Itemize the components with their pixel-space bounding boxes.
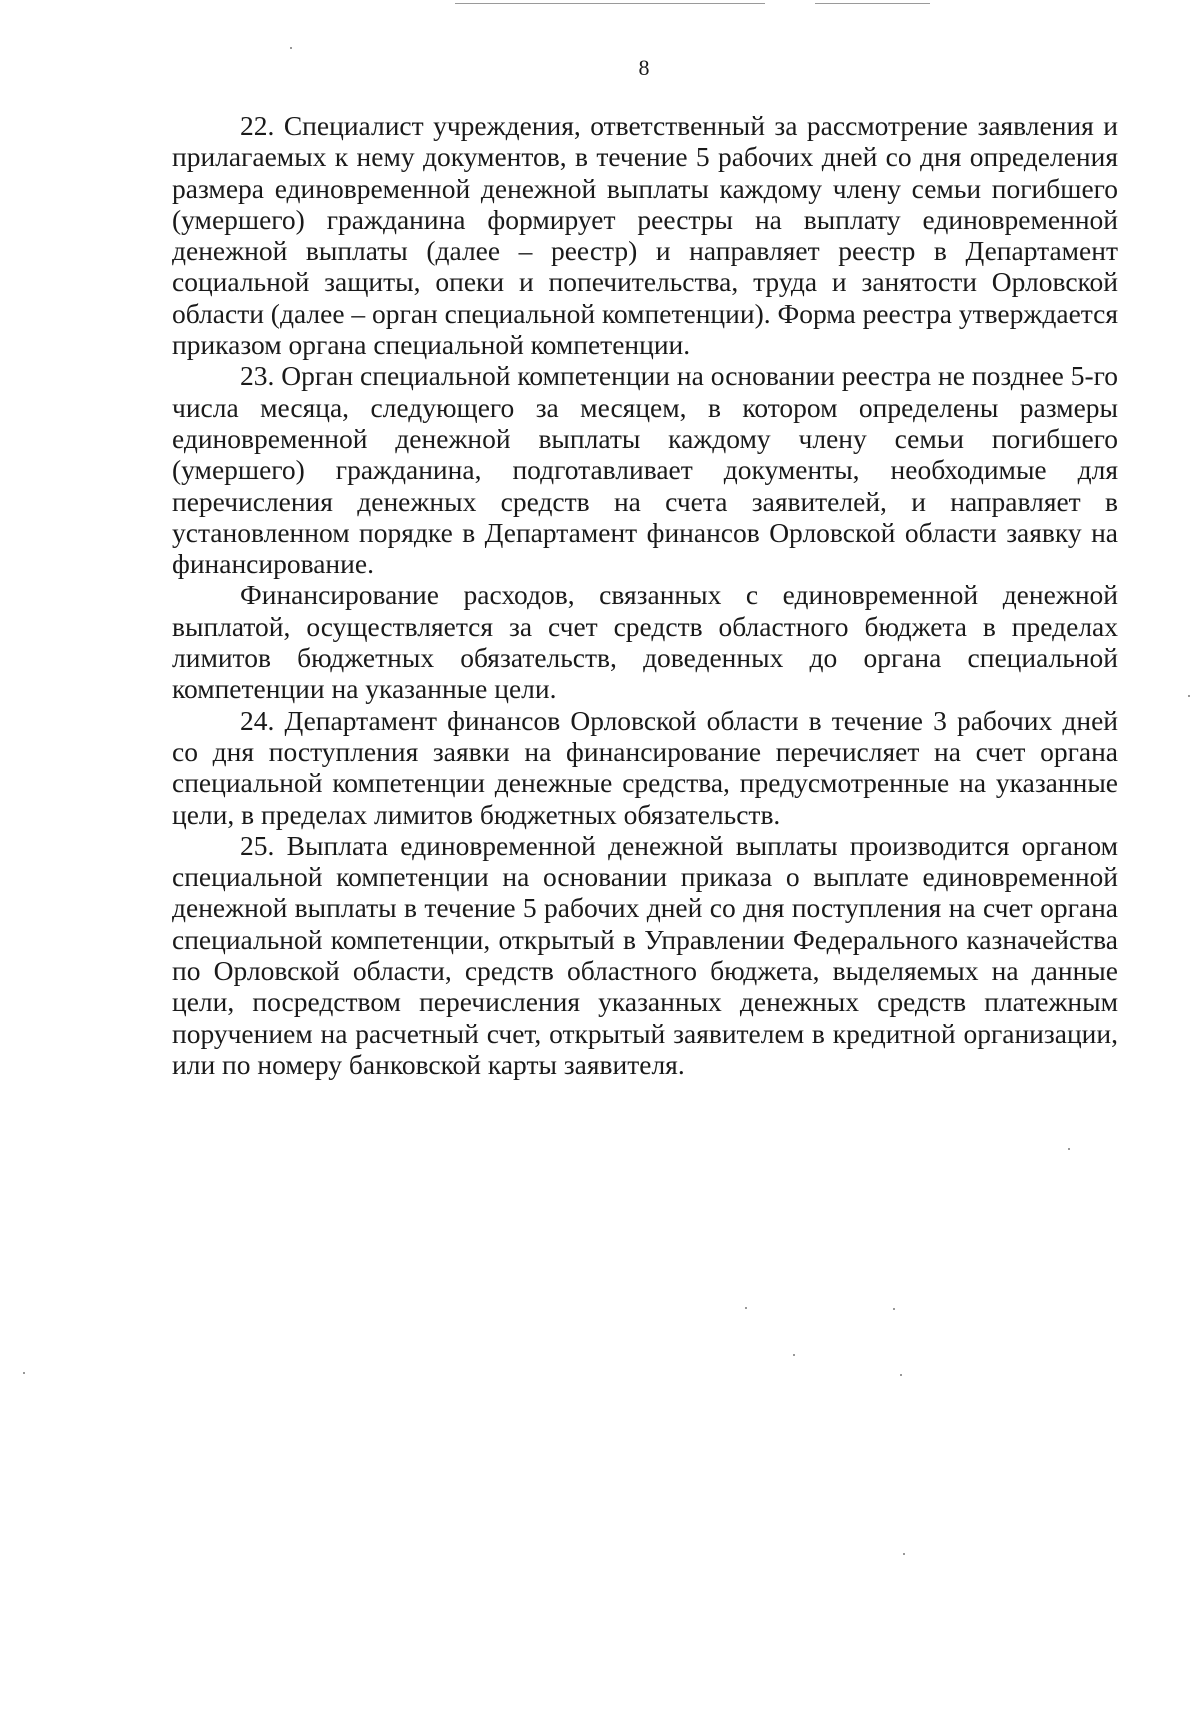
document-body (172, 110, 1118, 1080)
scan-speck (1188, 695, 1190, 697)
scan-speck (290, 47, 292, 49)
paragraph-financing: Финансирование расходов, связанных с единовременной денежной выплатой, осуществляется за счет средств областного бюджета в пределах лимитов бюджетных обязательств, доведенных до органа специальной компетенции на указанные цели. (172, 579, 1118, 705)
paragraph-25: 25. Выплата единовременной денежной выплаты производится органом специальной компетенции на основании приказа о выплате единовременной денежной выплаты в течение 5 рабочих дней со дня поступления на счет органа специальной компетенции, открытый в Управлении Федерального казначейства по Орловской области, средств областного бюджета, выделяемых на данные цели, посредством перечисления указанных денежных средств платежным поручением на расчетный счет, открытый заявителем в кредитной организации, или по номеру банковской карты заявителя. (172, 829, 1118, 1080)
scan-artifact-line (815, 3, 930, 4)
paragraph-24: 24. Департамент финансов Орловской области в течение 3 рабочих дней со дня поступления заявки на финансирование перечисляет на счет органа специальной компетенции денежные средства, предусмотренные на указанные цели, в пределах лимитов бюджетных обязательств. (172, 704, 1118, 830)
scan-artifact-line (455, 3, 765, 4)
paragraph-23: 23. Орган специальной компетенции на основании реестра не позднее 5-го числа месяца, следующего за месяцем, в котором определены размеры единовременной денежной выплаты каждому члену семьи погибшего (умершего) гражданина, подготавливает документы, необходимые для перечисления денежных средств на счета заявителей, и направляет в установленном порядке в Департамент финансов Орловской области заявку на финансирование. (172, 360, 1118, 580)
scan-speck (903, 1553, 905, 1555)
scan-speck (900, 1374, 902, 1376)
page-number: 8 (638, 55, 650, 80)
scan-speck (745, 1307, 747, 1309)
scan-speck (1068, 1148, 1070, 1150)
scan-speck (893, 1308, 895, 1310)
paragraph-22: 22. Специалист учреждения, ответственный за рассмотрение заявления и прилагаемых к нему документов, в течение 5 рабочих дней со дня определения размера единовременной денежной выплаты каждому члену семьи погибшего (умершего) гражданина формирует реестры на выплату единовременной денежной выплаты (далее – реестр) и направляет реестр в Департамент социальной защиты, опеки и попечительства, труда и занятости Орловской области (далее – орган специальной компетенции). Форма реестра утверждается приказом органа специальной компетенции. (172, 110, 1118, 361)
scan-speck (793, 1354, 795, 1356)
scan-speck (23, 1372, 25, 1374)
